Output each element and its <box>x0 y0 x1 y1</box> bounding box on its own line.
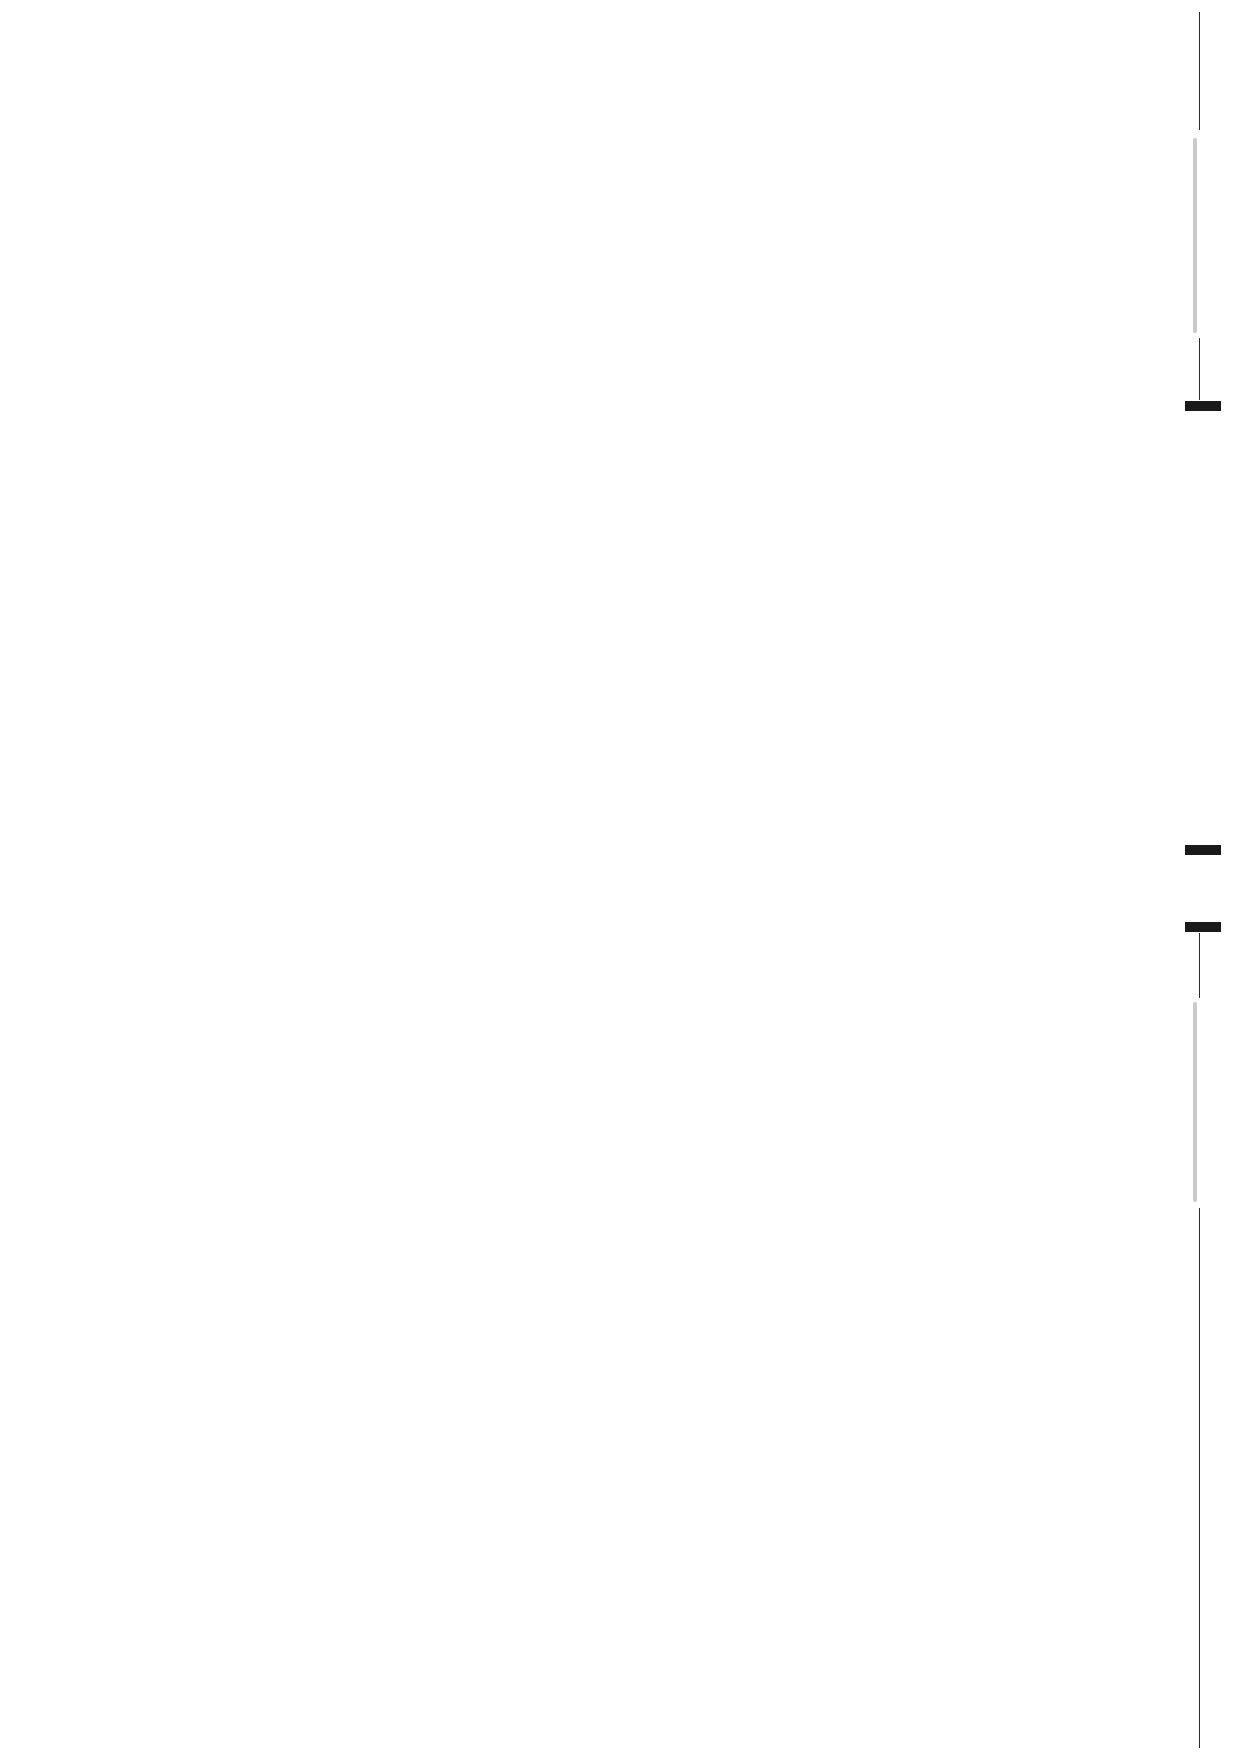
margin-black-bar <box>1185 401 1221 411</box>
margin-gray-bar <box>1193 1002 1197 1202</box>
margin-black-bar <box>1185 845 1221 855</box>
margin-rule <box>1199 12 1200 130</box>
margin-rule <box>1199 933 1200 998</box>
margin-rule <box>1199 338 1200 400</box>
margin-gray-bar <box>1193 138 1197 333</box>
margin-black-bar <box>1185 922 1221 932</box>
margin-rule <box>1199 1208 1200 1748</box>
answer-content <box>120 88 1000 124</box>
section-title <box>120 88 1000 124</box>
